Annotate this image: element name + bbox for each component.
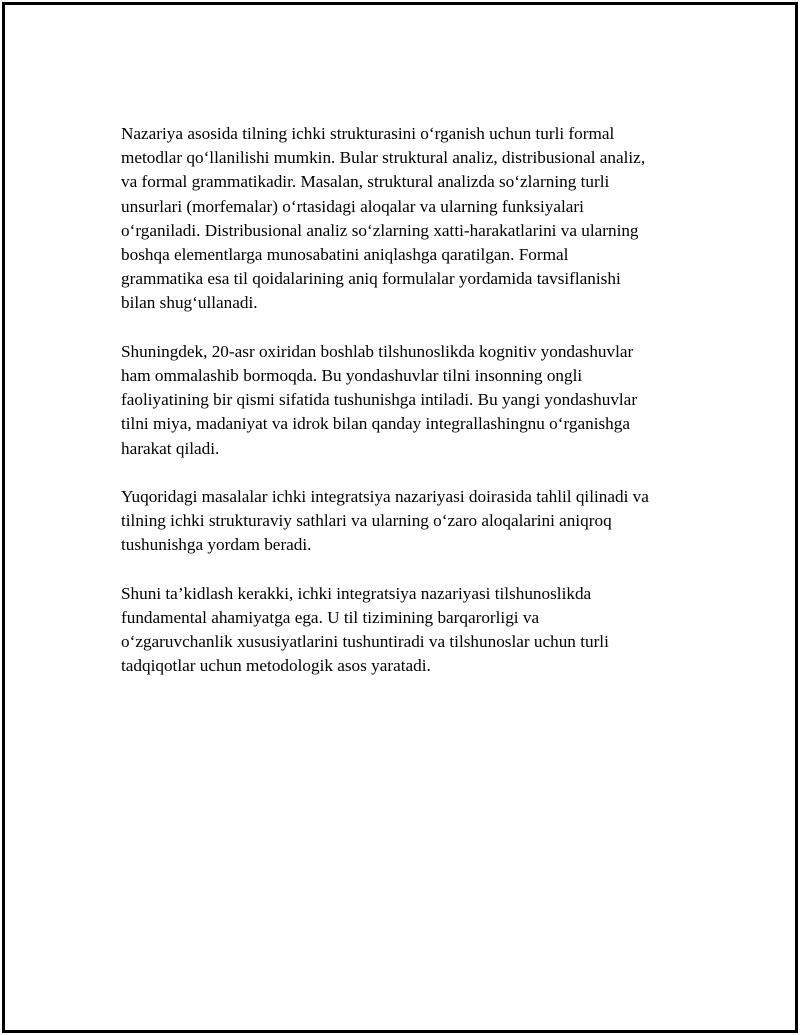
- text-line: tadqiqotlar uchun metodologik asos yaratadi.: [121, 656, 431, 676]
- text-line: grammatika esa til qoidalarining aniq formulalar yordamida tavsiflanishi: [121, 269, 621, 289]
- text-line: faoliyatining bir qismi sifatida tushunishga intiladi. Bu yangi yondashuvlar: [121, 390, 638, 410]
- page-frame: [2, 2, 798, 1033]
- paragraph-4: [121, 582, 711, 679]
- text-line: ham ommalashib bormoqda. Bu yondashuvlar tilni insonning ongli: [121, 366, 583, 386]
- text-line: harakat qiladi.: [121, 438, 220, 458]
- text-line: o‘rganiladi. Distribusional analiz so‘zlarning xatti-harakatlarini va ularning: [121, 220, 639, 240]
- text-line: va formal grammatikadir. Masalan, struktural analizda so‘zlarning turli: [121, 172, 610, 192]
- text-line: unsurlari (morfemalar) o‘rtasidagi aloqalar va ularning funksiyalari: [121, 196, 584, 216]
- text-line: bilan shug‘ullanadi.: [121, 293, 258, 313]
- text-line: tilning ichki strukturaviy sathlari va ularning o‘zaro aloqalarini aniqroq: [121, 511, 612, 531]
- text-line: Yuqoridagi masalalar ichki integratsiya nazariyasi doirasida tahlil qilinadi va: [121, 487, 649, 507]
- paragraph-3: [121, 485, 711, 558]
- text-line: o‘zgaruvchanlik xususiyatlarini tushuntiradi va tilshunoslar uchun turli: [121, 632, 609, 652]
- text-line: boshqa elementlarga munosabatini aniqlashga qaratilgan. Formal: [121, 245, 569, 265]
- text-line: Shuni ta’kidlash kerakki, ichki integratsiya nazariyasi tilshunoslikda: [121, 583, 592, 603]
- text-line: metodlar qo‘llanilishi mumkin. Bular struktural analiz, distribusional analiz,: [121, 148, 646, 168]
- text-line: tilni miya, madaniyat va idrok bilan qanday integrallashingnu o‘rganishga: [121, 414, 630, 434]
- paragraph-1: [121, 122, 711, 316]
- text-line: Nazariya asosida tilning ichki strukturasini o‘rganish uchun turli formal: [121, 124, 615, 143]
- text-line: tushunishga yordam beradi.: [121, 535, 312, 555]
- text-line: fundamental ahamiyatga ega. U til tizimining barqarorligi va: [121, 608, 540, 628]
- paragraph-2: [121, 340, 711, 461]
- document-body: [121, 122, 711, 703]
- text-line: Shuningdek, 20-asr oxiridan boshlab tilshunoslikda kognitiv yondashuvlar: [121, 341, 634, 361]
